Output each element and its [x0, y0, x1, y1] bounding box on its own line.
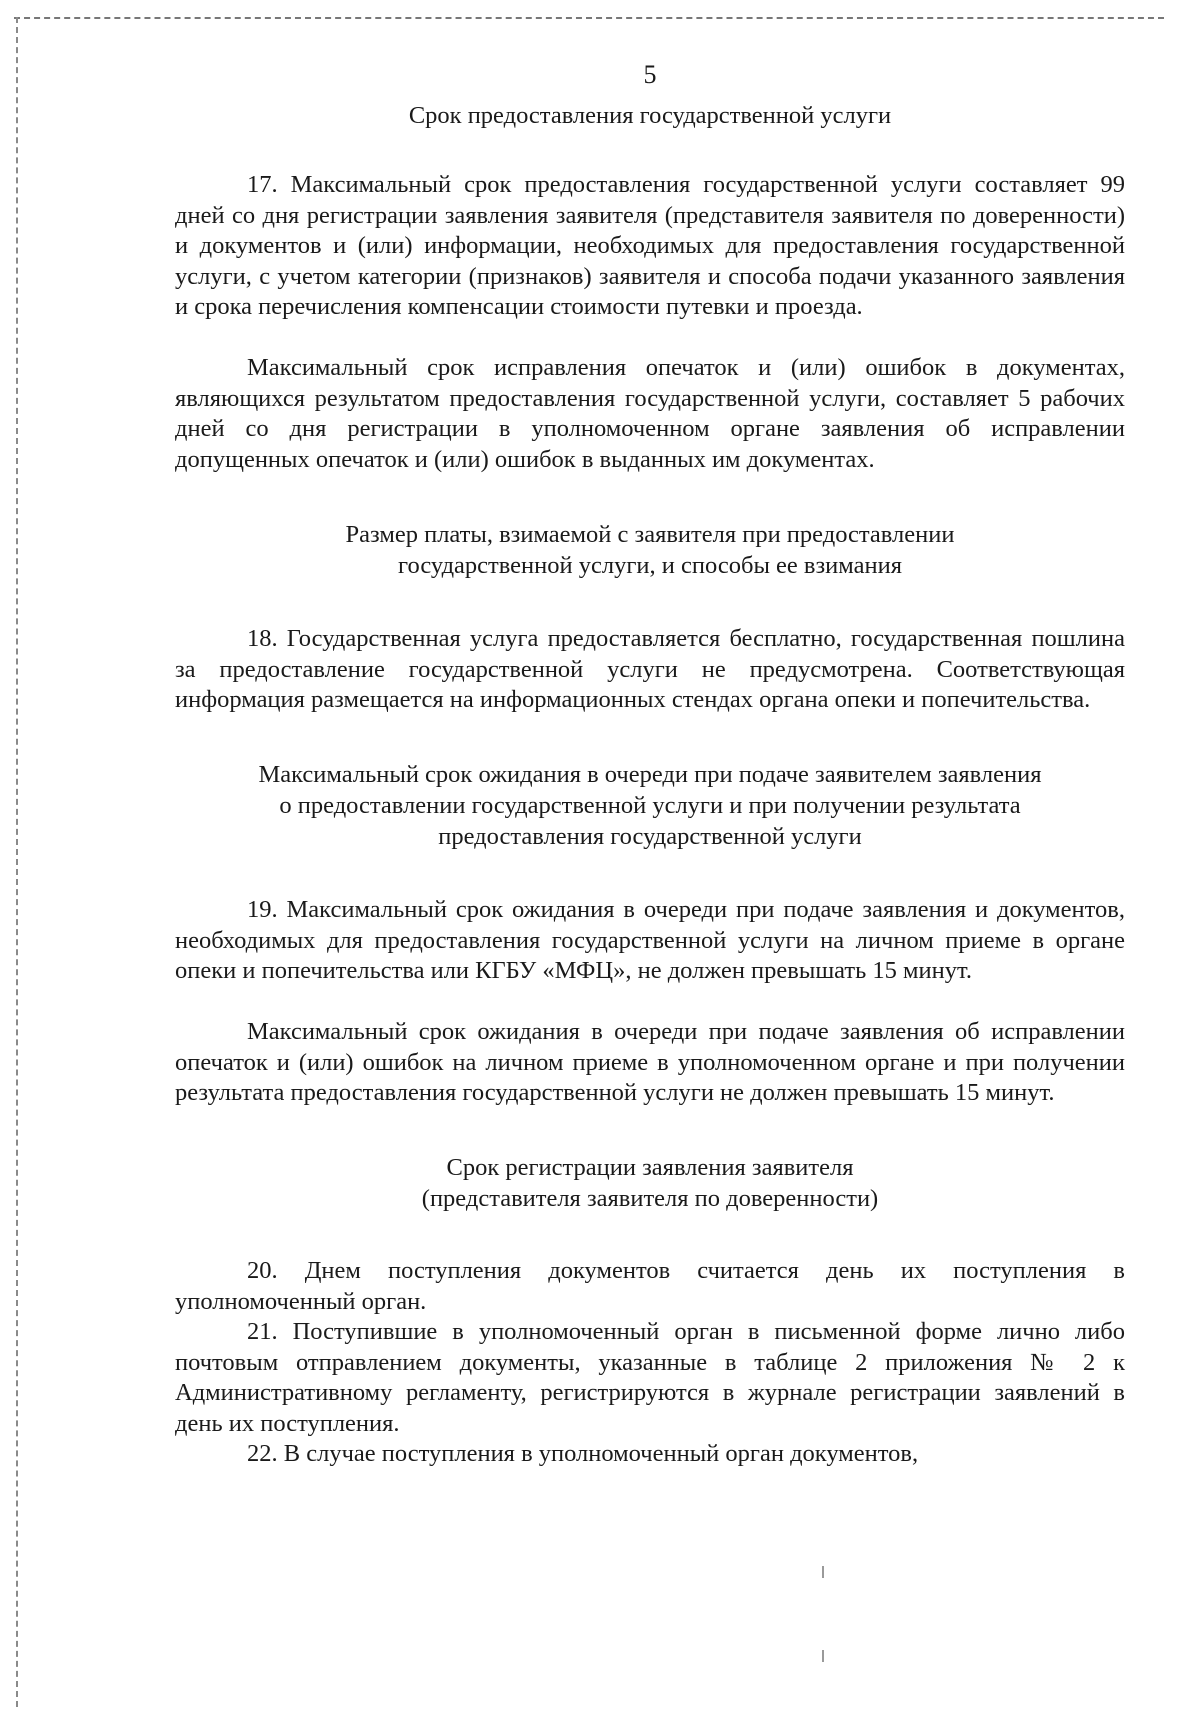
page-number: 5 [643, 60, 657, 89]
paragraph-19: 19. Максимальный срок ожидания в очереди при подаче заявления и документов, необходимых для предоставления государственной услуги на личном приеме в органе опеки и попечительства или КГБУ «МФЦ», не должен превышать 15 минут. [175, 896, 1125, 984]
scan-border-left [16, 17, 18, 1707]
section-heading-queue: Максимальный срок ожидания в очереди при подаче заявителем заявления о предоставлении государственной услуги и при получении результата предоставления государственной услуги [258, 761, 1042, 850]
paragraph-17-typos: Максимальный срок исправления опечаток и (или) ошибок в документах, являющихся результатом предоставления государственной услуги, составляет 5 рабочих дней со дня регистрации в уполномоченном органе заявления об исправлении допущенных опечаток и (или) ошибок в выданных им документах. [175, 354, 1125, 473]
section-heading-term: Срок предоставления государственной услуги [408, 102, 892, 129]
paragraph-18: 18. Государственная услуга предоставляется бесплатно, государственная пошлина за предоставление государственной услуги не предусмотрена. Соответствующая информация размещается на информационных стендах органа опеки и попечительства. [175, 625, 1125, 713]
paragraph-22: 22. В случае поступления в уполномоченный орган документов, [247, 1440, 919, 1467]
scan-border-top [14, 17, 1164, 19]
section-heading-fee: Размер платы, взимаемой с заявителя при предоставлении государственной услуги, и способы ее взимания [345, 521, 955, 579]
paragraph-21: 21. Поступившие в уполномоченный орган в письменной форме лично либо почтовым отправлением документы, указанные в таблице 2 приложения № 2 к Административному регламенту, регистрируются в журнале регистрации заявлений в день их поступления. [175, 1318, 1125, 1437]
paragraph-17: 17. Максимальный срок предоставления государственной услуги составляет 99 дней со дня регистрации заявления заявителя (представителя заявителя по доверенности) и документов и (или) информации, необходимых для предоставления государственной услуги, с учетом категории (признаков) заявителя и способа подачи указанного заявления и срока перечисления компенсации стоимости путевки и проезда. [175, 171, 1125, 320]
paragraph-20: 20. Днем поступления документов считается день их поступления в уполномоченный орган. [175, 1257, 1125, 1315]
paragraph-19-typos: Максимальный срок ожидания в очереди при подаче заявления об исправлении опечаток и (или) ошибок на личном приеме в уполномоченном органе и при получении результата предоставления государственной услуги не должен превышать 15 минут. [175, 1018, 1125, 1106]
scan-speck [822, 1650, 824, 1662]
section-heading-registration: Срок регистрации заявления заявителя (представителя заявителя по доверенности) [421, 1154, 879, 1212]
scan-speck [822, 1566, 824, 1578]
